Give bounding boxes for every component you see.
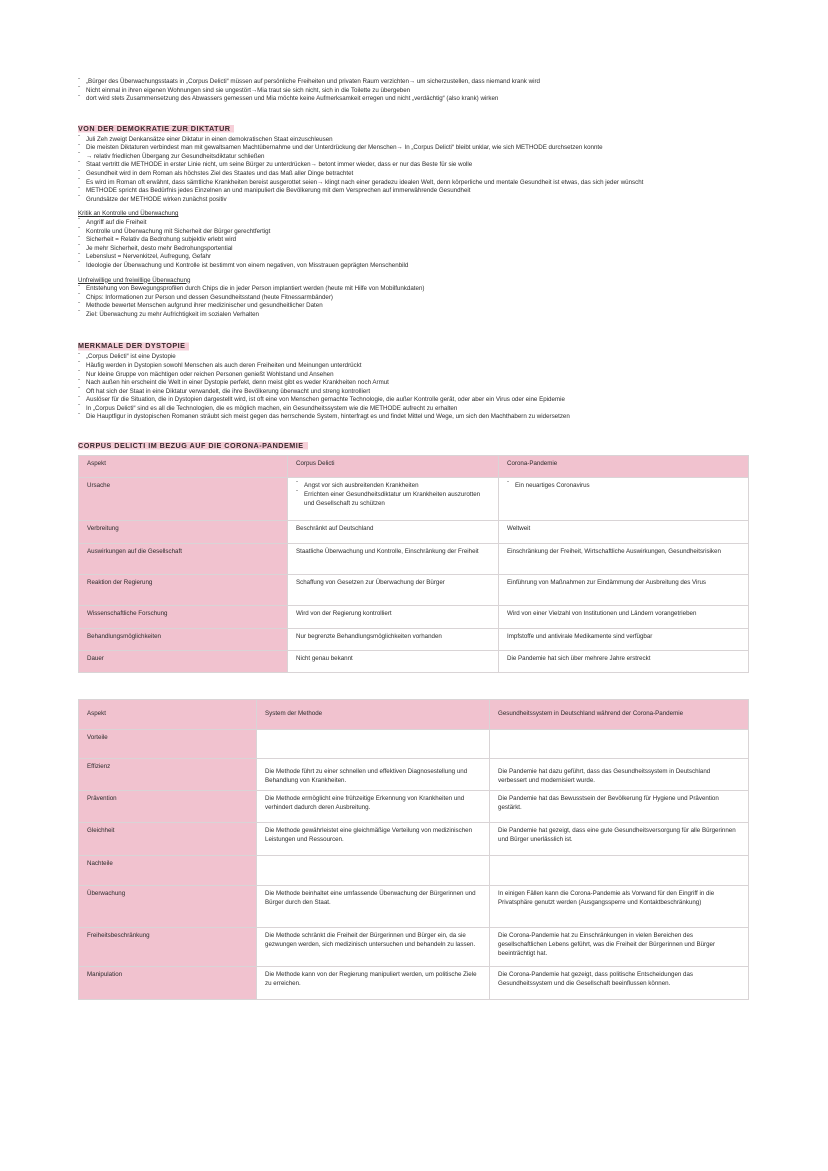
cell-deutschland: Die Corona-Pandemie hat gezeigt, dass politische Entscheidungen das Gesundheitssystem und die Gesellschaft beeinflussen können. (490, 966, 749, 999)
header-corpus-delicti: Corpus Delicti (288, 455, 499, 477)
row-label: Vorteile (79, 729, 257, 758)
row-label: Gleichheit (79, 822, 257, 855)
table-header-row (79, 699, 749, 729)
row-label: Verbreitung (79, 520, 288, 543)
cell-methode: Die Methode gewährleistet eine gleichmäßige Verteilung von medizinischen Leistungen und Ressourcen. (257, 822, 490, 855)
list-item: ˇ Ein neuartiges Coronavirus (507, 482, 740, 491)
list-item: ˇ Staat vertritt die METHODE in erster Linie nicht, um seine Bürger zu unterdrücken→ betont immer wieder, dass er nur das Beste für sie wolle (78, 161, 750, 170)
list-item: ˇ Die meisten Diktaturen verbindest man mit gewaltsamen Machtübernahme und der Unterdrückung der Menschen→ In „Corpus Delicti“ bleibt unklar, wie sich METHODE durchsetzen konnte (78, 144, 750, 153)
table-row (79, 520, 749, 543)
section-heading-demokratie: VON DER DEMOKRATIE ZUR DIKTATUR (78, 123, 234, 134)
table-row (79, 855, 749, 885)
list-item: ˇ In „Corpus Delicti“ sind es all die Technologien, die es möglich machen, ein Gesundheitssystem wie die METHODE aufrecht zu erhalten (78, 405, 750, 414)
list-item: ˇ Kontrolle und Überwachung mit Sicherheit der Bürger gerechtfertigt (78, 228, 750, 237)
cell-methode (257, 729, 490, 758)
row-label: Freiheitsbeschränkung (79, 927, 257, 966)
list-item: ˇ „Corpus Delicti“ ist eine Dystopie (78, 353, 750, 362)
header-aspekt: Aspekt (79, 455, 288, 477)
cell-corpus-delicti: Beschränkt auf Deutschland (288, 520, 499, 543)
cell-corona-pandemie (499, 477, 749, 520)
cell-corona-pandemie: Impfstoffe und antivirale Medikamente sind verfügbar (499, 628, 749, 650)
header-system-methode: System der Methode (257, 699, 490, 729)
list-item: ˇ → relativ friedlichen Übergang zur Gesundheitsdiktatur schließen (78, 153, 750, 162)
row-label: Effizienz (79, 758, 257, 790)
kritik-list (78, 219, 750, 271)
table-row (79, 822, 749, 855)
section-heading-corona: CORPUS DELICTI IM BEZUG AUF DIE CORONA-PANDEMIE (78, 440, 308, 451)
header-aspekt: Aspekt (79, 699, 257, 729)
list-item: ˇ dort wird stets Zusammensetzung des Abwassers gemessen und Mia möchte keine Aufmerksamkeit erregen und nicht „verdächtig“ (also krank) wirken (78, 95, 750, 104)
row-label: Manipulation (79, 966, 257, 999)
row-label: Prävention (79, 790, 257, 822)
cell-methode: Die Methode beinhaltet eine umfassende Überwachung der Bürgerinnen und Bürger durch den Staat. (257, 885, 490, 927)
cell-deutschland: Die Corona-Pandemie hat zu Einschränkungen in vielen Bereichen des gesellschaftlichen Lebens geführt, was die Freiheit der Bürgerinnen und Bürger beeinträchtigt hat. (490, 927, 749, 966)
intro-list (78, 78, 750, 104)
table-row (79, 966, 749, 999)
cell-corona-pandemie: Einführung von Maßnahmen zur Eindämmung der Ausbreitung des Virus (499, 574, 749, 605)
table-row (79, 885, 749, 927)
cell-corona-pandemie: Die Pandemie hat sich über mehrere Jahre erstreckt (499, 650, 749, 672)
cell-list (296, 482, 490, 509)
document-page (78, 78, 750, 1000)
cell-corpus-delicti (288, 477, 499, 520)
list-item: ˇ Ideologie der Überwachung und Kontrolle ist bestimmt von einem negativen, von Misstrauen geprägten Menschenbild (78, 262, 750, 271)
list-item: ˇ Es wird im Roman oft erwähnt, dass sämtliche Krankheiten bereist ausgerottet seien→ klingt nach einer geradezu idealen Welt, denn körperliche und mentale Gesundheit ist etwas, das sich jeder wünscht (78, 179, 750, 188)
list-item: ˇ „Bürger des Überwachungsstaats in „Corpus Delicti“ müssen auf persönliche Freiheiten und privaten Raum verzichten→ um sicherzustellen, dass niemand krank wird (78, 78, 750, 87)
list-item: ˇ Errichten einer Gesundheitsdiktatur um Krankheiten auszurotten und Gesellschaft zu schützen (296, 491, 490, 509)
subheading-ueberwachung: Unfreiwillige und freiwillige Überwachung (78, 276, 191, 284)
cell-corpus-delicti: Nur begrenzte Behandlungsmöglichkeiten vorhanden (288, 628, 499, 650)
header-gesundheitssystem: Gesundheitssystem in Deutschland während der Corona-Pandemie (490, 699, 749, 729)
list-item: ˇ Je mehr Sicherheit, desto mehr Bedrohungsportential (78, 245, 750, 254)
list-item: ˇ Angst vor sich ausbreitenden Krankheiten (296, 482, 490, 491)
header-corona-pandemie: Corona-Pandemie (499, 455, 749, 477)
row-label: Behandlungsmöglichkeiten (79, 628, 288, 650)
cell-corona-pandemie: Weltweit (499, 520, 749, 543)
table-row (79, 605, 749, 628)
cell-list (507, 482, 740, 491)
list-item: ˇ METHODE spricht das Bedürfnis jedes Einzelnen an und manipuliert die Bevölkerung mit dem Versprechen auf immerwährende Gesundheit (78, 187, 750, 196)
dystopie-list (78, 353, 750, 422)
list-item: ˇ Auslöser für die Situation, die in Dystopien dargestellt wird, ist oft eine von Menschen gemachte Technologie, die außer Kontrolle gerät, oder aber ein Virus oder eine Epidemie (78, 396, 750, 405)
table-row (79, 650, 749, 672)
table-header-row (79, 455, 749, 477)
list-item: ˇ Nach außen hin erscheint die Welt in einer Dystopie perfekt, denn meist gibt es weder Krankheiten noch Armut (78, 379, 750, 388)
cell-deutschland: Die Pandemie hat gezeigt, dass eine gute Gesundheitsversorgung für alle Bürgerinnen und Bürger unerlässlich ist. (490, 822, 749, 855)
list-item: ˇ Gesundheit wird in dem Roman als höchstes Ziel des Staates und das Maß aller Dinge betrachtet (78, 170, 750, 179)
row-label: Dauer (79, 650, 288, 672)
table-row (79, 543, 749, 574)
table-row (79, 628, 749, 650)
cell-deutschland: Die Pandemie hat dazu geführt, dass das Gesundheitssystem in Deutschland verbessert und modernisiert wurde. (490, 758, 749, 790)
cell-corpus-delicti: Schaffung von Gesetzen zur Überwachung der Bürger (288, 574, 499, 605)
demokratie-list (78, 136, 750, 205)
row-label: Nachteile (79, 855, 257, 885)
list-item: ˇ Oft hat sich der Staat in eine Diktatur verwandelt, die ihre Bevölkerung überwacht und streng kontrolliert (78, 388, 750, 397)
list-item: ˇ Grundsätze der METHODE wirken zunächst positiv (78, 196, 750, 205)
table-row (79, 758, 749, 790)
list-item: ˇ Nicht einmal in ihren eigenen Wohnungen sind sie ungestört→Mia traut sie sich nicht, sich in die Toilette zu übergeben (78, 87, 750, 96)
table-row (79, 790, 749, 822)
list-item: ˇ Entstehung von Bewegungsprofilen durch Chips die in jeder Person implantiert werden (heute mit Hilfe von Mobilfunkdaten) (78, 285, 750, 294)
cell-corona-pandemie: Einschränkung der Freiheit, Wirtschaftliche Auswirkungen, Gesundheitsrisiken (499, 543, 749, 574)
list-item: ˇ Häufig werden in Dystopien sowohl Menschen als auch deren Freiheiten und Meinungen unterdrückt (78, 362, 750, 371)
table-row (79, 574, 749, 605)
cell-methode (257, 855, 490, 885)
comparison-table-methode (78, 699, 749, 1000)
subheading-kritik: Kritik an Kontrolle und Überwachung (78, 210, 179, 218)
list-item: ˇ Chips: Informationen zur Person und dessen Gesundheitsstand (heute Fitnessarmbänder) (78, 294, 750, 303)
cell-corpus-delicti: Wird von der Regierung kontrolliert (288, 605, 499, 628)
list-item: ˇ Juli Zeh zweigt Denkansätze einer Diktatur in einen demokratischen Staat einzuschleusen (78, 136, 750, 145)
list-item: ˇ Methode bewertet Menschen aufgrund ihrer medizinischer und gesundheitlicher Daten (78, 302, 750, 311)
list-item: ˇ Angriff auf die Freiheit (78, 219, 750, 228)
table-row (79, 729, 749, 758)
cell-corpus-delicti: Nicht genau bekannt (288, 650, 499, 672)
section-heading-dystopie: MERKMALE DER DYSTOPIE (78, 340, 189, 351)
list-item: ˇ Ziel: Überwachung zu mehr Aufrichtigkeit im sozialen Verhalten (78, 311, 750, 320)
list-item: ˇ Die Hauptfigur in dystopischen Romanen sträubt sich meist gegen das herrschende System, hinterfragt es und findet Mittel und Wege, um sich den Machthabern zu widersetzen (78, 413, 750, 422)
comparison-table-corona (78, 455, 749, 673)
ueberwachung-list (78, 285, 750, 319)
cell-methode: Die Methode kann von der Regierung manipuliert werden, um politische Ziele zu erreichen. (257, 966, 490, 999)
cell-deutschland (490, 729, 749, 758)
row-label: Überwachung (79, 885, 257, 927)
table-row (79, 477, 749, 520)
row-label: Wissenschaftliche Forschung (79, 605, 288, 628)
cell-deutschland: In einigen Fällen kann die Corona-Pandemie als Vorwand für den Eingriff in die Privatsphäre genutzt werden (Ausgangssperre und Kontaktbeschränkung) (490, 885, 749, 927)
cell-deutschland (490, 855, 749, 885)
row-label: Auswirkungen auf die Gesellschaft (79, 543, 288, 574)
row-label: Ursache (79, 477, 288, 520)
cell-methode: Die Methode ermöglicht eine frühzeitige Erkennung von Krankheiten und verhindert dadurch deren Ausbreitung. (257, 790, 490, 822)
list-item: ˇ Lebenslust = Nervenkitzel, Aufregung, Gefahr (78, 253, 750, 262)
cell-corona-pandemie: Wird von einer Vielzahl von Institutionen und Ländern vorangetrieben (499, 605, 749, 628)
cell-methode: Die Methode führt zu einer schnellen und effektiven Diagnosestellung und Behandlung von Krankheiten. (257, 758, 490, 790)
row-label: Reaktion der Regierung (79, 574, 288, 605)
table-row (79, 927, 749, 966)
list-item: ˇ Sicherheit = Relativ da Bedrohung subjektiv erlebt wird (78, 236, 750, 245)
cell-methode: Die Methode schränkt die Freiheit der Bürgerinnen und Bürger ein, da sie gezwungen werden, sich medizinisch untersuchen und behandeln zu lassen. (257, 927, 490, 966)
list-item: ˇ Nur kleine Gruppe von mächtigen oder reichen Personen genießt Wohlstand und Ansehen (78, 371, 750, 380)
cell-corpus-delicti: Staatliche Überwachung und Kontrolle, Einschränkung der Freiheit (288, 543, 499, 574)
cell-deutschland: Die Pandemie hat das Bewusstsein der Bevölkerung für Hygiene und Prävention gestärkt. (490, 790, 749, 822)
